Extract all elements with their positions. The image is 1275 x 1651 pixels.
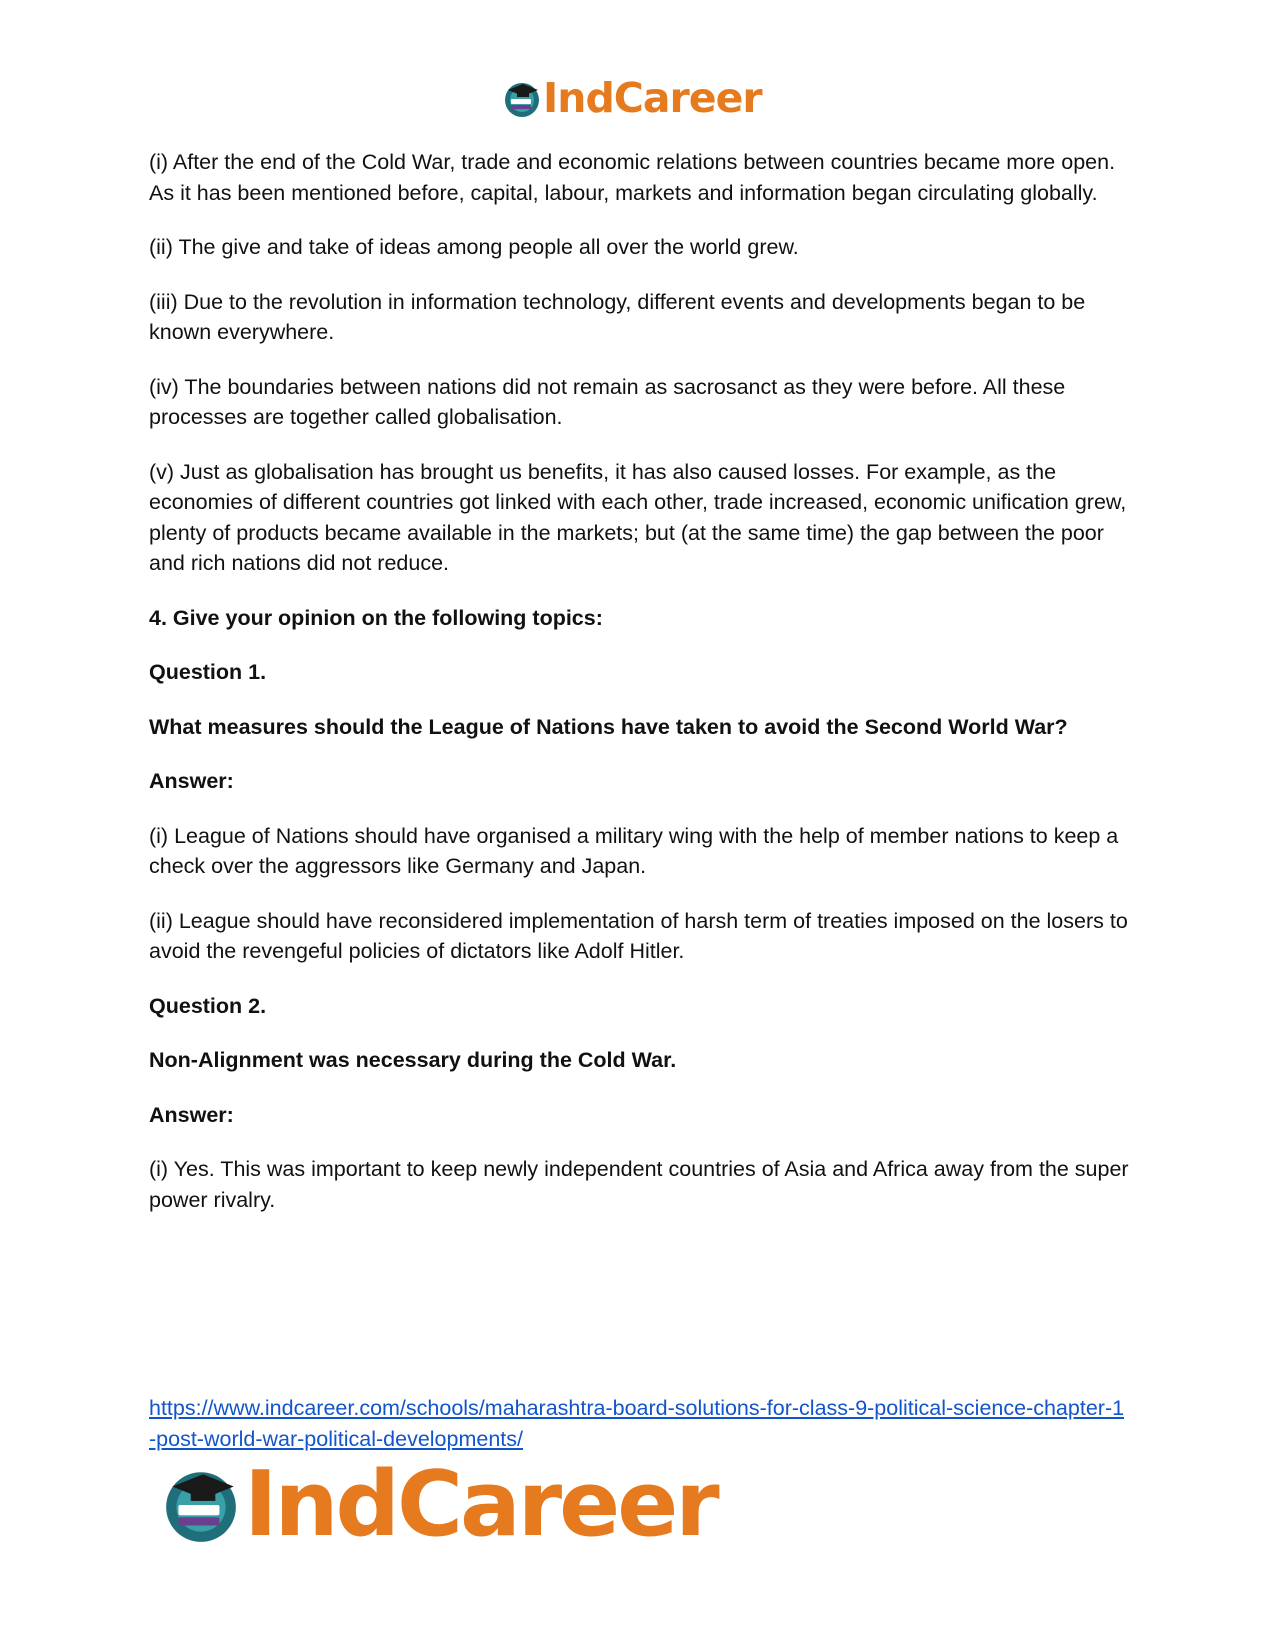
heading-paragraph: What measures should the League of Nations have taken to avoid the Second World War? bbox=[149, 714, 1068, 739]
brand-name: IndCareer bbox=[543, 74, 762, 122]
body-paragraph: (ii) The give and take of ideas among people all over the world grew. bbox=[149, 235, 799, 259]
footer-logo bbox=[160, 1452, 717, 1557]
source-link[interactable]: https://www.indcareer.com/schools/maharashtra-board-solutions-for-class-9-political-science-chapter-1-post-world-war-political-developments/ bbox=[149, 1396, 1125, 1451]
body-paragraph: (iii) Due to the revolution in information technology, different events and developments began to be known everywhere. bbox=[149, 289, 1086, 344]
heading-paragraph: Answer: bbox=[149, 1102, 234, 1127]
body-paragraph: (i) Yes. This was important to keep newly independent countries of Asia and Africa away from the super power rivalry. bbox=[149, 1157, 1129, 1212]
graduation-globe-icon bbox=[160, 1464, 242, 1546]
graduation-globe-icon bbox=[502, 79, 542, 119]
heading-paragraph: Answer: bbox=[149, 769, 234, 793]
brand-name: IndCareer bbox=[244, 1452, 717, 1557]
heading-paragraph: 4. Give your opinion on the following topics: bbox=[149, 605, 603, 630]
body-paragraph: (iv) The boundaries between nations did not remain as sacrosanct as they were before. All these processes are together called globalisation. bbox=[149, 374, 1066, 429]
heading-paragraph: Question 1. bbox=[149, 660, 267, 684]
document-body bbox=[149, 147, 1129, 1239]
body-paragraph: (i) League of Nations should have organised a military wing with the help of member nations to keep a check over the aggressors like Germany and Japan. bbox=[149, 823, 1119, 878]
header-logo bbox=[502, 74, 762, 122]
body-paragraph: (v) Just as globalisation has brought us benefits, it has also caused losses. For example, as the economies of different countries got linked with each other, trade increased, economic unification grew, plenty of products became available in the markets; but (at the same time) the gap between the poor and rich nations did not reduce. bbox=[149, 459, 1127, 575]
heading-paragraph: Non-Alignment was necessary during the Cold War. bbox=[149, 1048, 677, 1072]
body-paragraph: (ii) League should have reconsidered implementation of harsh term of treaties imposed on the losers to avoid the revengeful policies of dictators like Adolf Hitler. bbox=[149, 908, 1128, 963]
body-paragraph: (i) After the end of the Cold War, trade and economic relations between countries became more open. As it has been mentioned before, capital, labour, markets and information began circulating globally. bbox=[149, 150, 1116, 205]
heading-paragraph: Question 2. bbox=[149, 993, 267, 1018]
